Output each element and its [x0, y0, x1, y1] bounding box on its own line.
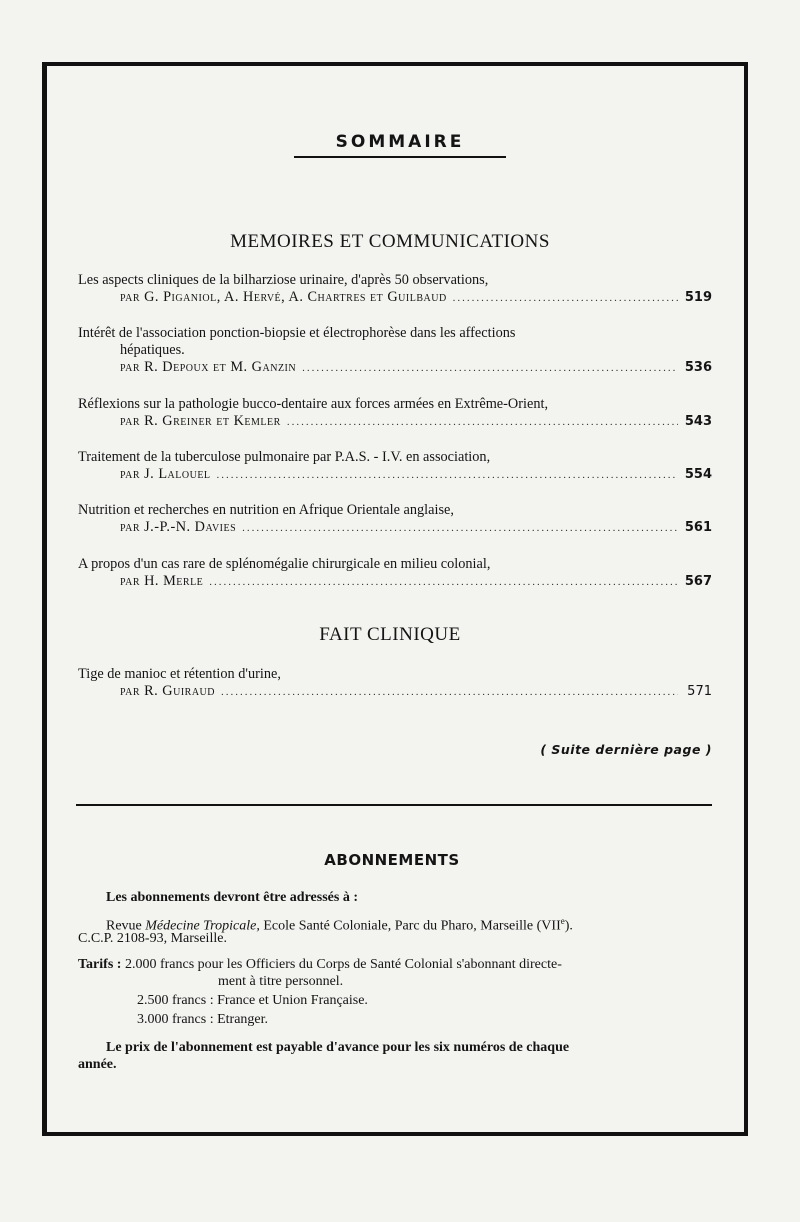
- leader-dots: [221, 684, 678, 701]
- entry-title: Les aspects cliniques de la bilharziose urinaire, d'après 50 observations,: [78, 272, 489, 288]
- entry-authors: par J.-P.-N. Davies: [120, 519, 237, 535]
- entry-page-number: 536: [684, 360, 712, 375]
- entry-authors: par H. Merle: [120, 573, 204, 589]
- subscriptions-heading: ABONNEMENTS: [324, 851, 460, 869]
- journal-name: Médecine Tropicale,: [145, 918, 260, 934]
- section-heading-memoires: MEMOIRES ET COMMUNICATIONS: [230, 231, 550, 252]
- address-end: ).: [564, 918, 573, 934]
- entry-title: Traitement de la tuberculose pulmonaire par P.A.S. - I.V. en association,: [78, 449, 491, 465]
- address-superscript: e: [560, 916, 565, 926]
- leader-dots: [453, 290, 678, 307]
- page-title: [0, 132, 800, 158]
- entry-page-number: 571: [687, 684, 712, 699]
- address-prefix: Revue: [106, 918, 142, 934]
- continued-note: ( Suite dernière page ): [540, 742, 712, 757]
- leader-dots: [217, 467, 678, 484]
- section-divider: [76, 804, 712, 806]
- entry-title: A propos d'un cas rare de splénomégalie chirurgicale en milieu colonial,: [78, 556, 491, 572]
- entry-authors: par R. Greiner et Kemler: [120, 413, 281, 429]
- entry-byline: [78, 519, 712, 537]
- tarif-line-1: [78, 956, 718, 973]
- subscriptions-ccp: C.C.P. 2108-93, Marseille.: [78, 931, 227, 946]
- leader-dots: [209, 574, 678, 591]
- entry-title: Intérêt de l'association ponction-biopsie et électrophorèse dans les affections: [78, 325, 516, 341]
- entry-page-number: 554: [684, 467, 712, 482]
- toc-entry: [78, 272, 712, 307]
- entry-byline: [78, 683, 712, 701]
- entry-page-number: 519: [684, 290, 712, 305]
- entry-authors: par R. Guiraud: [120, 683, 216, 699]
- entry-byline: [78, 413, 712, 431]
- payment-note-cont: année.: [78, 1057, 117, 1072]
- entry-page-number: 543: [684, 414, 712, 429]
- tarif-line-1-cont: ment à titre personnel.: [218, 974, 344, 989]
- tarif-line-3: 3.000 francs : Etranger.: [137, 1012, 269, 1027]
- entry-title-continued: hépatiques.: [120, 342, 185, 358]
- entry-authors: par R. Depoux et M. Ganzin: [120, 359, 297, 375]
- section-heading-fait-clinique: FAIT CLINIQUE: [319, 624, 461, 645]
- subscriptions-intro: Les abonnements devront être adressés à :: [106, 890, 358, 905]
- toc-entry: [78, 396, 712, 431]
- entry-title: Nutrition et recherches en nutrition en Afrique Orientale anglaise,: [78, 502, 454, 518]
- leader-dots: [287, 414, 678, 431]
- entry-byline: [78, 573, 712, 591]
- entry-byline: [78, 466, 712, 484]
- toc-entry: [78, 556, 712, 591]
- leader-dots: [302, 360, 678, 377]
- page-border: [42, 62, 748, 1136]
- toc-entry: [78, 502, 712, 537]
- entry-page-number: 561: [684, 520, 712, 535]
- title-underline: [294, 156, 506, 158]
- entry-authors: par J. Lalouel: [120, 466, 211, 482]
- entry-authors: par G. Piganiol, A. Hervé, A. Chartres et Guilbaud: [120, 289, 447, 305]
- payment-note: Le prix de l'abonnement est payable d'avance pour les six numéros de chaque: [106, 1040, 570, 1055]
- toc-entry: [78, 666, 712, 701]
- leader-dots: [242, 520, 678, 537]
- tarifs-label: Tarifs :: [78, 957, 122, 972]
- tarif-line-2: 2.500 francs : France et Union Française.: [137, 993, 368, 1008]
- tarif-1-text: 2.000 francs pour les Officiers du Corps de Santé Colonial s'abonnant directe-: [124, 957, 562, 972]
- entry-byline: [78, 289, 712, 307]
- toc-entry: [78, 325, 712, 377]
- entry-title: Réflexions sur la pathologie bucco-dentaire aux forces armées en Extrême-Orient,: [78, 396, 549, 412]
- entry-byline: [78, 359, 712, 377]
- address-rest: Ecole Santé Coloniale, Parc du Pharo, Marseille (VII: [263, 918, 561, 934]
- entry-page-number: 567: [684, 574, 712, 589]
- entry-title: Tige de manioc et rétention d'urine,: [78, 666, 281, 682]
- page-title-text: SOMMAIRE: [335, 132, 465, 152]
- toc-entry: [78, 449, 712, 484]
